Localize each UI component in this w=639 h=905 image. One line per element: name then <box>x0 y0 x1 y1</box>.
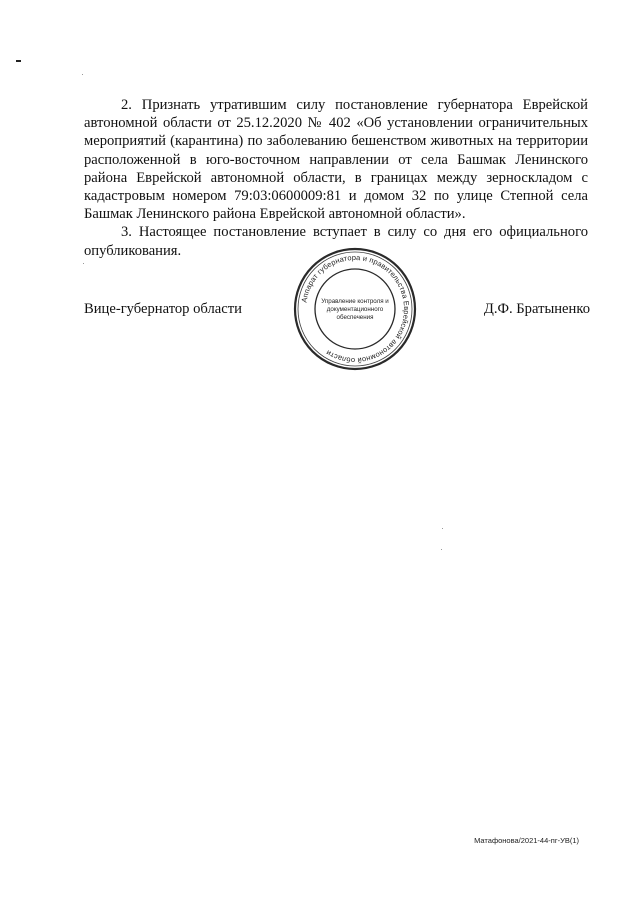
scan-speck <box>82 74 83 75</box>
document-body <box>84 96 588 260</box>
document-reference: Матафонова/2021-44-пг-УВ(1) <box>474 836 579 845</box>
stamp-center-line-1: Управление контроля и <box>321 298 389 305</box>
stamp-center-line-2: документационного <box>326 306 384 313</box>
scan-speck <box>442 528 443 529</box>
paragraph-3: 3. Настоящее постановление вступает в силу со дня его официального опубликования. <box>84 224 588 259</box>
official-stamp <box>293 247 417 371</box>
scan-mark <box>16 60 21 62</box>
paragraph-2: 2. Признать утратившим силу постановление губернатора Еврейской автономной области от 25.12.2020 № 402 «Об установлении ограничительных мероприятий (карантина) по заболеванию бешенством животных на территории расположенной в юго-восточном направлении от села Башмак Ленинского района Еврейской автономной области, в границах между зерноскладом с кадастровым номером 79:03:0600009:81 и домом 32 по улице Степной села Башмак Ленинского района Еврейской автономной области». <box>84 97 588 223</box>
scan-speck <box>441 549 442 550</box>
stamp-ring-text: Аппарат губернатора и правительства Еврейской автономной области <box>299 252 412 366</box>
stamp-center-line-3: обеспечения <box>336 314 374 321</box>
signatory-position: Вице-губернатор области <box>84 301 242 317</box>
scan-speck <box>83 263 84 264</box>
signatory-name: Д.Ф. Братыненко <box>483 301 590 317</box>
